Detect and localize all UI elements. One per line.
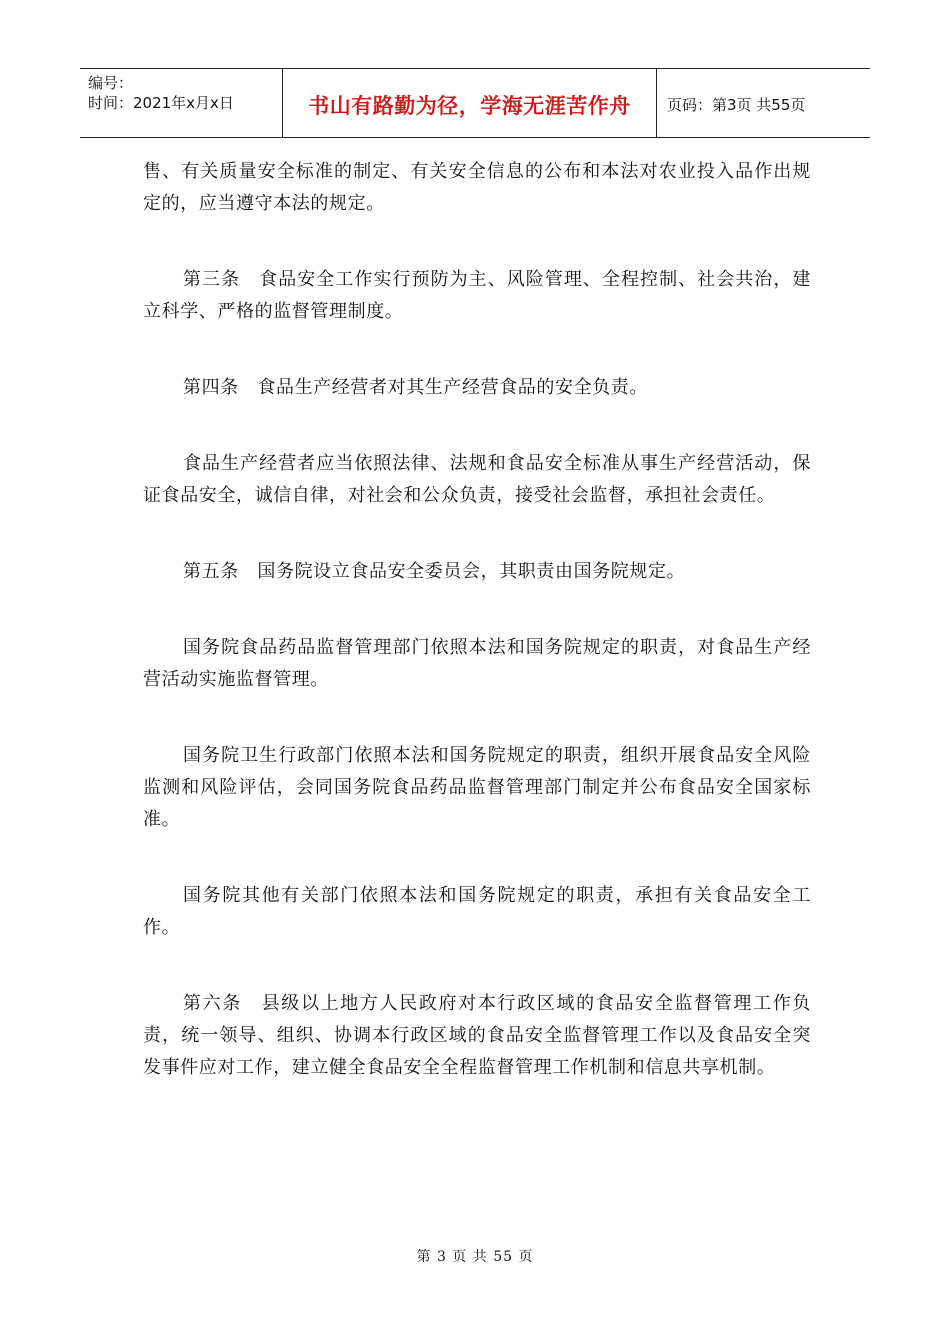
number-label: 编号： <box>88 74 134 92</box>
article-5-paragraph-4: 国务院其他有关部门依照本法和国务院规定的职责，承担有关食品安全工作。 <box>143 885 811 938</box>
article-5-paragraph-2: 国务院食品药品监督管理部门依照本法和国务院规定的职责，对食品生产经营活动实施监督管理。 <box>143 637 811 690</box>
header-page-info-cell <box>657 69 870 137</box>
article-4: 第四条 食品生产经营者对其生产经营食品的安全负责。 <box>183 377 648 398</box>
article-5-paragraph-3: 国务院卫生行政部门依照本法和国务院规定的职责，组织开展食品安全风险监测和风险评估，会同国务院食品药品监督管理部门制定并公布食品安全国家标准。 <box>143 745 811 830</box>
paragraph-continued: 售、有关质量安全标准的制定、有关安全信息的公布和本法对农业投入品作出规定的，应当遵守本法的规定。 <box>143 161 811 214</box>
page-header <box>80 68 870 138</box>
page-info: 页码：第3页 共55页 <box>667 95 806 114</box>
page-footer: 第 3 页 共 55 页 <box>416 1249 534 1265</box>
article-3: 第三条 食品安全工作实行预防为主、风险管理、全程控制、社会共治，建立科学、严格的监督管理制度。 <box>143 269 811 322</box>
header-meta <box>80 69 283 137</box>
document-body <box>143 156 811 1128</box>
header-motto-cell <box>283 69 657 137</box>
motto-text: 书山有路勤为径，学海无涯苦作舟 <box>308 94 631 118</box>
article-4-paragraph-2: 食品生产经营者应当依照法律、法规和食品安全标准从事生产经营活动，保证食品安全，诚信自律，对社会和公众负责，接受社会监督，承担社会责任。 <box>143 453 811 506</box>
time-label: 时间：2021年x月x日 <box>88 94 234 112</box>
article-5: 第五条 国务院设立食品安全委员会，其职责由国务院规定。 <box>183 561 686 582</box>
article-6: 第六条 县级以上地方人民政府对本行政区域的食品安全监督管理工作负责，统一领导、组织、协调本行政区域的食品安全监督管理工作以及食品安全突发事件应对工作，建立健全食品安全全程监督管理工作机制和信息共享机制。 <box>143 993 811 1078</box>
